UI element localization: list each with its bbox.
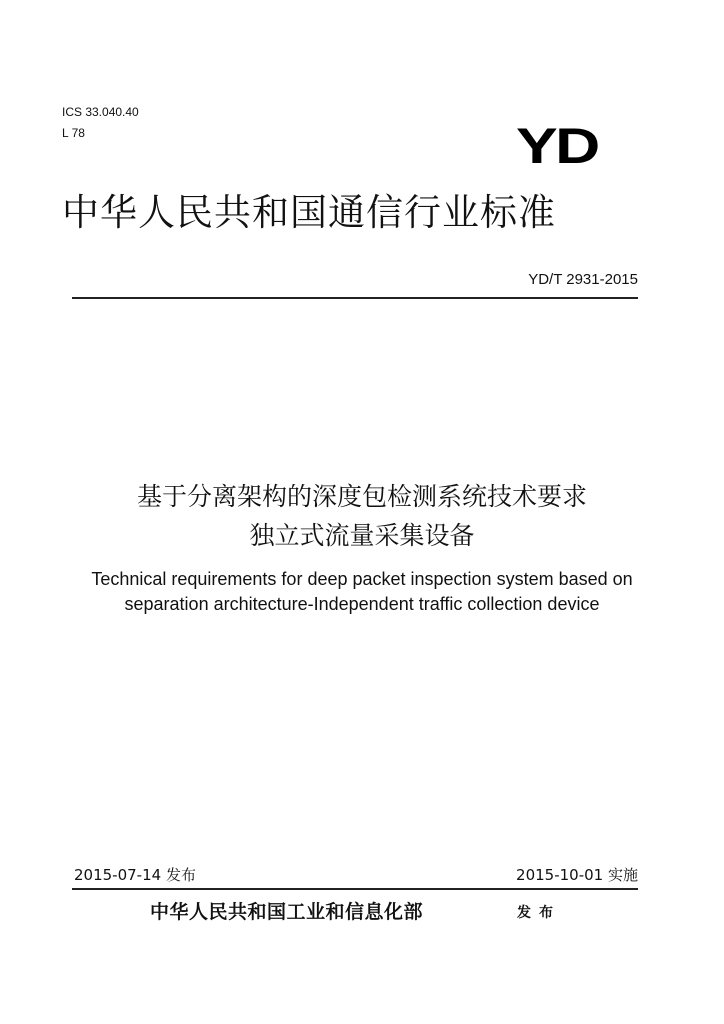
english-title-line-1: Technical requirements for deep packet inspection system based on bbox=[91, 569, 633, 589]
bottom-divider bbox=[72, 888, 638, 890]
standard-number: YD/T 2931-2015 bbox=[528, 271, 638, 288]
chinese-title-line-1: 基于分离架构的深度包检测系统技术要求 bbox=[136, 482, 587, 511]
ics-code: ICS 33.040.40 bbox=[62, 105, 139, 119]
yd-logo: YD bbox=[516, 118, 598, 174]
issuing-authority: 中华人民共和国工业和信息化部 bbox=[150, 901, 424, 923]
english-title-line-2: separation architecture-Independent traffic collection device bbox=[124, 594, 600, 614]
issuer-action: 发布 bbox=[517, 905, 561, 921]
implementation-date: 2015-10-01 实施 bbox=[516, 866, 638, 884]
top-divider bbox=[72, 297, 638, 299]
classification-code: L 78 bbox=[62, 126, 85, 140]
issue-date: 2015-07-14 发布 bbox=[74, 866, 196, 884]
industry-standard-title: 中华人民共和国通信行业标准 bbox=[62, 191, 556, 234]
chinese-title-line-2: 独立式流量采集设备 bbox=[249, 521, 475, 550]
